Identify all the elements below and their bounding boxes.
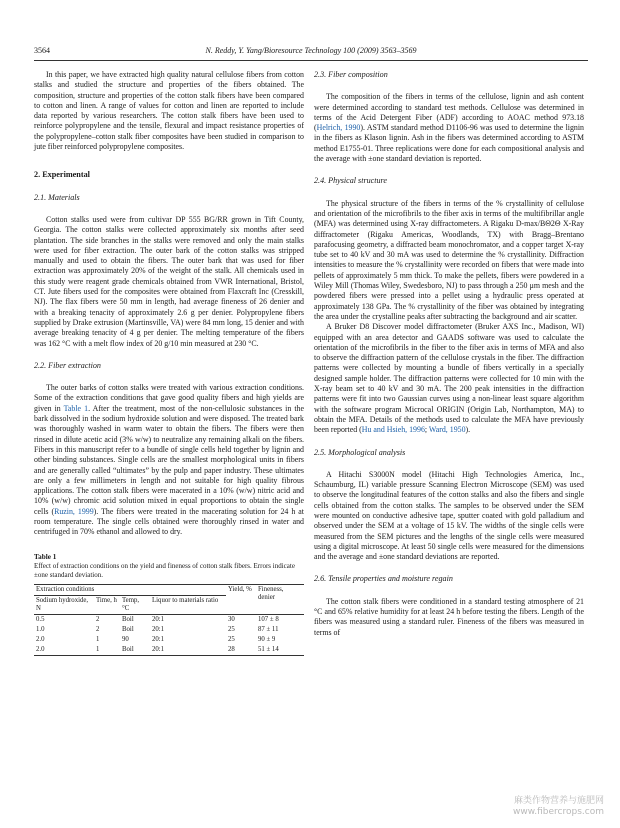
right-column [314,70,584,815]
citation-link-ward[interactable]: Ward, 1950 [428,425,466,435]
watermark-line-1: 麻类作物营养与施肥网 [513,796,604,806]
table-cell: 28 [226,645,256,656]
table-cell: 2 [96,625,100,633]
table-cell: 2.0 [36,635,45,643]
extraction-table [34,584,304,656]
subsection-heading-fiber-composition: 2.3. Fiber composition [314,70,388,79]
table-header-yield: Yield, % [226,584,256,614]
table-cell: Boil [120,645,150,656]
physical-text-b: ). [465,425,471,435]
running-head: N. Reddy, Y. Yang/Bioresource Technology 100 (2009) 3563–3569 [205,46,417,55]
table-cell: 51 ± 14 [256,645,304,656]
table-header-naoh: Sodium hydroxide, N [34,595,94,614]
table-cell: 30 [228,615,235,623]
table-group-header: Extraction conditions [34,584,226,595]
subsection-heading-tensile: 2.6. Tensile properties and moisture regain [314,574,453,584]
composition-paragraph [314,92,584,164]
physical-paragraph-1: The physical structure of the fibers in terms of the % crystallinity of cellulose and orientation of the microfibrils to the fiber axis in terms of the multifibrillar angle (MFA) was determined using X-ray diffractometers. A Rigaku D-max/BΘ2Θ X-Ray diffractometer (Rigaku Americas, Woodlands, TX) with Bragg–Brentano parafocusing geometry, a diffracted beam monochromator, and a copper target X-ray tube set to 40 kV and 30 mA was used to determine the % crystallinity. Diffraction intensities to measure the % crystallinity were recorded on fibers that were made into pellets of approximately 5 mm thick. To make the pellets, fibers were powdered in a Wiley Mill (Thomas Wiley, Swedesboro, NJ) to pass through a 250 μm mesh and the powdered fibers were pressed into a pellet using a hydraulic press operated at approximately 138 GPa. The % crystallinity of the fiber was obtained by integrating the area under the crystalline peaks after subtracting the background and air scatter. [314,198,584,321]
table-cell: 2.0 [34,645,94,656]
citation-separator: ; [424,425,429,435]
subsection-heading-morphological: 2.5. Morphological analysis [314,447,406,457]
table-row [34,635,304,645]
physical-text-a: A Bruker D8 Discover model diffractometer (Bruker AXS Inc., Madison, WI) equipped with an area detector and GAADS software was used to calculate the orientation of the microfibrils in the fiber to the fiber axis in terms of MFA and also to observe the diffraction pattern of the cellulose crystals in the fiber. The diffraction patterns were collected by mounting a bundle of fibers vertically in a specially designed sample holder. The diffraction patterns were collected for 10 min with the X-ray beam set to 40 kV and 30 mA. The 200 peak intensities in the diffraction patterns were fit into two Gaussian curves using a non-linear least square algorithm with the software program Microcal ORIGIN (Origin Lab, Northampton, MA) to obtain the MFA. Details of the methods used to calculate the MFA have previously been reported ( [314,322,584,435]
header-rule [34,60,588,61]
table-cell: 25 [228,635,235,643]
subsection-heading-materials: 2.1. Materials [34,192,80,202]
table-cell: 1.0 [36,625,45,633]
subsection-heading-physical-structure: 2.4. Physical structure [314,176,387,186]
table-caption: Effect of extraction conditions on the yield and fineness of cotton stalk fibers. Errors indicate ±one standard deviation. [34,561,295,579]
section-heading-experimental: 2. Experimental [34,170,90,180]
intro-paragraph: In this paper, we have extracted high quality natural cellulose fibers from cotton stalks and studied the structure and properties of the fibers obtained. The composition, structure and properties of the cotton stalk fibers have been compared to cotton and linen. A range of values for cotton and linen are reported to include data reported by various researchers. The cotton stalk fibers have been used to reinforce polypropylene and the tensile, flexural and impact resistance properties of the polypropylene–cotton stalk fiber composites have been studied in comparison to jute fiber reinforced polypropylene composites. [34,70,304,152]
extraction-text-b: . After the treatment, most of the non-cellulosic substances in the bark dissolved in the sodium hydroxide solution and were disposed. The treated bark was thoroughly washed in warm water to obtain the fibers. The fibers were then rinsed in dilute acetic acid (3% w/w) to neutralize any remaining alkali on the fibers. Fibers in this manuscript refer to a bundle of single cells held together by lignin and other binding substances. Single cells are the smallest morphological units in fibers and are generally called “ultimates” by the pulp and paper industry. These ultimates are only a few millimeters in length and not suitable for high quality fibrous applications. The cotton stalk fibers were macerated in a 10% (w/w) nitric acid and 10% (w/w) chromic acid solution mixed in equal proportions to obtain the single cells ( [34,403,304,516]
running-header [34,46,588,60]
table-cell: 20:1 [150,645,226,656]
watermark-line-2: www.fibercrops.com [513,807,604,817]
table-cell: 0.5 [36,615,45,623]
table-title: Table 1 [34,552,57,561]
physical-paragraph-2 [314,322,584,435]
composition-text-b: ). ASTM standard method D1106-96 was used to determine the lignin in the fibers as Klason lignin. Ash in the fibers was determined according to ASTM method E1755-01. Three replications were done for each compositional analysis and the average with ±one standard deviation is reported. [314,123,585,164]
extraction-paragraph [34,383,304,537]
table-cell: 90 ± 9 [258,635,276,643]
table-header-temp: Temp, °C [120,595,150,614]
subsection-heading-fiber-extraction: 2.2. Fiber extraction [34,360,101,370]
table-header-time: Time, h [94,595,120,614]
table-cell: 107 ± 8 [258,615,279,623]
table-cell: 1 [94,645,120,656]
table-cell: 25 [228,625,235,633]
table-cell: Boil [122,625,134,633]
citation-link-ruzin[interactable]: Ruzin, 1999 [54,506,94,516]
table-cell: 20:1 [152,615,165,623]
table-cell: 87 ± 11 [258,625,279,633]
extraction-text-c: ). The fibers were treated in the macerating solution for 24 h at room temperature. The single cells obtained were thoroughly rinsed in water and centrifuged in 70% ethanol and allowed to dry. [34,506,304,537]
table-cell: 20:1 [152,635,165,643]
table-cell: 2 [96,615,100,623]
table-header-liquor: Liquor to materials ratio [150,595,226,614]
table-1-link[interactable]: Table 1 [63,403,89,413]
table-cell: 90 [122,635,129,643]
extraction-text-a: The outer barks of cotton stalks were treated with various extraction conditions. Some of the extraction conditions that gave good quality fibers and high yields are given in [34,383,304,413]
citation-link-helrich[interactable]: Helrich, 1990 [316,123,361,133]
table-row [34,645,304,656]
composition-text-a: The composition of the fibers in terms of the cellulose, lignin and ash content were determined according to standard test methods. Cellulose was determined in terms of the Acid Detergent Fiber (ADF) according to AOAC method 973.18 ( [314,92,584,133]
citation-link-hu-hsieh[interactable]: Hu and Hsieh, 1996 [361,425,425,435]
materials-paragraph: Cotton stalks used were from cultivar DP 555 BG/RR grown in Tift County, Georgia. The cotton stalks were collected approximately six months after seed plantation. The side branches in the stalks were removed and only the main stalks were used for fiber extraction. The outer bark of the cotton stalks was stripped manually and used to obtain the fibers. The outer bark that was used for fiber extraction was approximately 20% of the weight of the stalk. All chemicals used in this study were reagent grade chemicals obtained from VWR International, Bristol, CT. Jute fibers used for the composites were obtained from Flaxcraft Inc (Cresskill, NJ). The flax fibers were 50 mm in length, had average fineness of 26 denier and with a breaking tenacity of approximately 2.6 g per denier. Polypropylene fibers supplied by Drake extrusion (Martinsville, VA) were 84 mm long, 15 denier and with average breaking tenacity of 4 g per denier. The melting temperature of the fibers was 162 °C with a melt flow index of 20 g/10 min measured at 230 °C. [34,214,304,348]
table-header-fineness: Fineness, denier [256,584,304,614]
table-cell: 1 [96,635,100,643]
left-column [34,70,304,815]
table-row [34,614,304,625]
watermark [513,796,604,818]
morphology-paragraph: A Hitachi S3000N model (Hitachi High Technologies America, Inc., Schaumburg, IL) variable pressure Scanning Electron Microscope (SEM) was used to observe the longitudinal features of the cotton stalks and also the fibers and single cells obtained from the cotton stalks. The samples to be observed under the SEM were mounted on conductive adhesive tape, sputter coated with gold palladium and observed under the SEM at a voltage of 15 kV. The widths of the single cells were measured from the SEM pictures and the lengths of the single cells were measured using a digital microscope. At least 50 single cells were measured for the dimensions and the average and ±one standard deviations are reported. [314,469,584,562]
page-number: 3564 [34,46,50,55]
table-cell: 20:1 [152,625,165,633]
table-row [34,625,304,635]
tensile-paragraph: The cotton stalk fibers were conditioned in a standard testing atmosphere of 21 °C and 65% relative humidity for at least 24 h before testing the fibers. Length of the fibers was measured using a standard ruler. Fineness of the fibers was measured in terms of [314,596,584,637]
table-cell: Boil [122,615,134,623]
